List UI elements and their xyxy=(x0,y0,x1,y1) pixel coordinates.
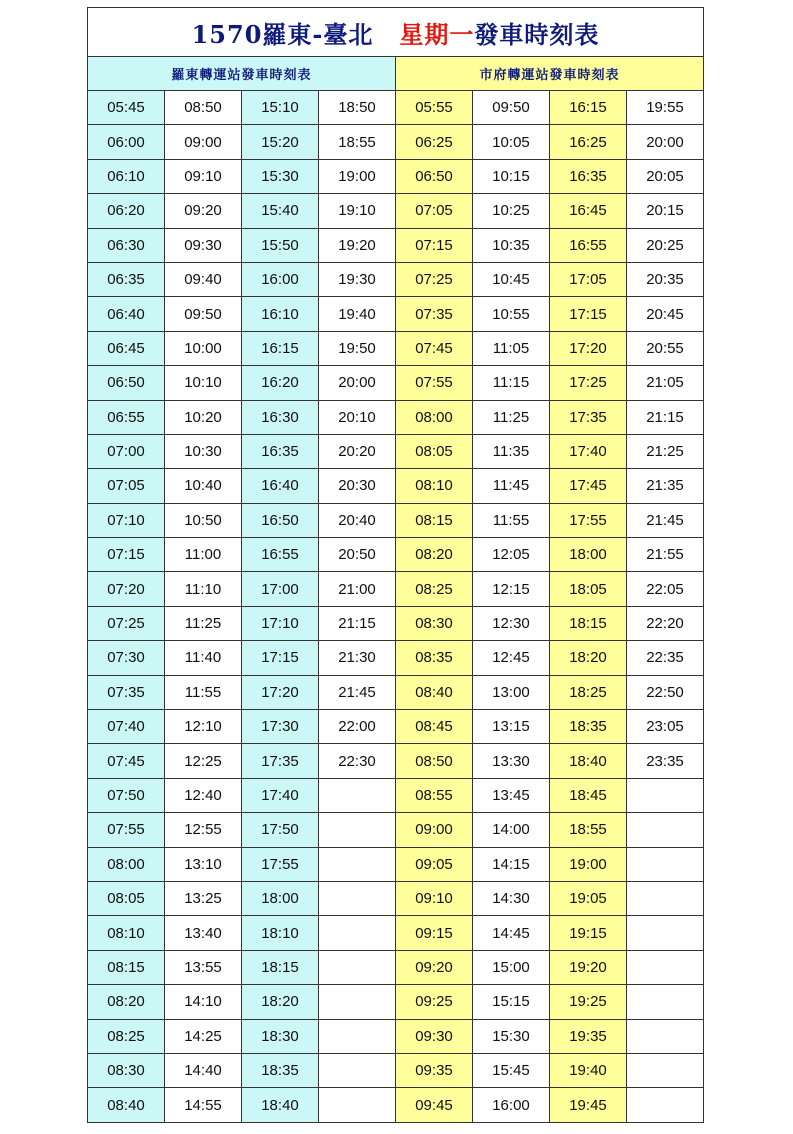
luodong-departure-cell: 17:30 xyxy=(242,710,319,744)
city-hall-departure-cell: 10:55 xyxy=(473,297,550,331)
timetable xyxy=(87,7,704,1123)
city-hall-departure-cell: 17:20 xyxy=(550,331,627,365)
luodong-departure-cell xyxy=(319,813,396,847)
table-row xyxy=(88,641,704,675)
city-hall-departure-cell: 19:40 xyxy=(550,1053,627,1087)
luodong-departure-cell xyxy=(319,916,396,950)
city-hall-departure-cell xyxy=(627,950,704,984)
luodong-departure-cell: 22:30 xyxy=(319,744,396,778)
luodong-departure-cell xyxy=(319,847,396,881)
luodong-departure-cell: 14:10 xyxy=(165,985,242,1019)
luodong-departure-cell: 18:30 xyxy=(242,1019,319,1053)
city-hall-departure-cell: 19:45 xyxy=(550,1088,627,1122)
luodong-departure-cell: 17:20 xyxy=(242,675,319,709)
luodong-departure-cell: 16:00 xyxy=(242,262,319,296)
city-hall-departure-cell: 06:25 xyxy=(396,125,473,159)
city-hall-departure-cell: 11:25 xyxy=(473,400,550,434)
luodong-departure-cell: 11:10 xyxy=(165,572,242,606)
luodong-departure-cell: 13:10 xyxy=(165,847,242,881)
luodong-departure-cell: 19:10 xyxy=(319,194,396,228)
city-hall-departure-cell: 17:45 xyxy=(550,469,627,503)
title-day: 星期一 xyxy=(399,19,475,49)
city-hall-departure-cell: 17:25 xyxy=(550,366,627,400)
city-hall-departure-cell: 12:45 xyxy=(473,641,550,675)
city-hall-departure-cell: 19:25 xyxy=(550,985,627,1019)
luodong-departure-cell: 07:40 xyxy=(88,710,165,744)
city-hall-departure-cell: 22:20 xyxy=(627,606,704,640)
luodong-departure-cell: 20:20 xyxy=(319,434,396,468)
city-hall-departure-cell: 06:50 xyxy=(396,159,473,193)
table-row xyxy=(88,606,704,640)
city-hall-departure-cell: 18:45 xyxy=(550,778,627,812)
city-hall-departure-cell xyxy=(627,778,704,812)
table-row xyxy=(88,847,704,881)
luodong-departure-cell: 09:40 xyxy=(165,262,242,296)
table-row xyxy=(88,744,704,778)
city-hall-departure-cell: 21:55 xyxy=(627,538,704,572)
city-hall-departure-cell: 08:55 xyxy=(396,778,473,812)
table-row xyxy=(88,125,704,159)
city-hall-departure-cell: 09:50 xyxy=(473,91,550,125)
city-hall-departure-cell xyxy=(627,985,704,1019)
title-route: 1570羅東-臺北 xyxy=(191,19,374,49)
city-hall-departure-cell: 18:25 xyxy=(550,675,627,709)
city-hall-departure-cell: 09:25 xyxy=(396,985,473,1019)
luodong-departure-cell: 10:30 xyxy=(165,434,242,468)
luodong-departure-cell: 09:30 xyxy=(165,228,242,262)
luodong-departure-cell: 06:55 xyxy=(88,400,165,434)
table-row xyxy=(88,1053,704,1087)
luodong-departure-cell: 19:00 xyxy=(319,159,396,193)
luodong-departure-cell: 16:15 xyxy=(242,331,319,365)
luodong-departure-cell: 11:00 xyxy=(165,538,242,572)
city-hall-departure-cell: 18:20 xyxy=(550,641,627,675)
city-hall-departure-cell: 15:45 xyxy=(473,1053,550,1087)
city-hall-departure-cell: 19:15 xyxy=(550,916,627,950)
luodong-departure-cell: 10:20 xyxy=(165,400,242,434)
luodong-departure-cell: 17:10 xyxy=(242,606,319,640)
city-hall-departure-cell: 19:35 xyxy=(550,1019,627,1053)
table-row xyxy=(88,469,704,503)
city-hall-departure-cell: 08:40 xyxy=(396,675,473,709)
city-hall-departure-cell: 23:35 xyxy=(627,744,704,778)
luodong-departure-cell: 07:25 xyxy=(88,606,165,640)
luodong-departure-cell: 18:15 xyxy=(242,950,319,984)
city-hall-departure-cell: 20:55 xyxy=(627,331,704,365)
luodong-departure-cell: 17:50 xyxy=(242,813,319,847)
city-hall-departure-cell: 10:35 xyxy=(473,228,550,262)
luodong-departure-cell: 13:40 xyxy=(165,916,242,950)
right-section-header: 市府轉運站發車時刻表 xyxy=(396,57,704,91)
luodong-departure-cell: 07:10 xyxy=(88,503,165,537)
city-hall-departure-cell: 20:25 xyxy=(627,228,704,262)
city-hall-departure-cell: 17:35 xyxy=(550,400,627,434)
city-hall-departure-cell: 12:05 xyxy=(473,538,550,572)
city-hall-departure-cell: 09:15 xyxy=(396,916,473,950)
city-hall-departure-cell: 22:05 xyxy=(627,572,704,606)
city-hall-departure-cell: 09:20 xyxy=(396,950,473,984)
luodong-departure-cell: 20:00 xyxy=(319,366,396,400)
city-hall-departure-cell xyxy=(627,847,704,881)
city-hall-departure-cell: 18:55 xyxy=(550,813,627,847)
luodong-departure-cell: 08:10 xyxy=(88,916,165,950)
luodong-departure-cell: 16:30 xyxy=(242,400,319,434)
luodong-departure-cell: 18:40 xyxy=(242,1088,319,1122)
luodong-departure-cell: 16:35 xyxy=(242,434,319,468)
table-row xyxy=(88,985,704,1019)
luodong-departure-cell: 07:20 xyxy=(88,572,165,606)
table-row xyxy=(88,194,704,228)
luodong-departure-cell: 21:00 xyxy=(319,572,396,606)
city-hall-departure-cell: 18:35 xyxy=(550,710,627,744)
city-hall-departure-cell: 07:05 xyxy=(396,194,473,228)
city-hall-departure-cell: 17:15 xyxy=(550,297,627,331)
table-row xyxy=(88,331,704,365)
city-hall-departure-cell: 09:00 xyxy=(396,813,473,847)
luodong-departure-cell xyxy=(319,881,396,915)
city-hall-departure-cell: 16:25 xyxy=(550,125,627,159)
city-hall-departure-cell: 13:00 xyxy=(473,675,550,709)
left-section-header: 羅東轉運站發車時刻表 xyxy=(88,57,396,91)
city-hall-departure-cell: 11:45 xyxy=(473,469,550,503)
luodong-departure-cell: 16:20 xyxy=(242,366,319,400)
table-row xyxy=(88,778,704,812)
luodong-departure-cell xyxy=(319,985,396,1019)
city-hall-departure-cell: 10:05 xyxy=(473,125,550,159)
city-hall-departure-cell: 13:30 xyxy=(473,744,550,778)
luodong-departure-cell: 10:40 xyxy=(165,469,242,503)
luodong-departure-cell: 12:25 xyxy=(165,744,242,778)
luodong-departure-cell: 22:00 xyxy=(319,710,396,744)
city-hall-departure-cell: 18:00 xyxy=(550,538,627,572)
city-hall-departure-cell: 18:40 xyxy=(550,744,627,778)
luodong-departure-cell: 07:30 xyxy=(88,641,165,675)
city-hall-departure-cell: 11:05 xyxy=(473,331,550,365)
city-hall-departure-cell: 12:30 xyxy=(473,606,550,640)
city-hall-departure-cell: 23:05 xyxy=(627,710,704,744)
table-row xyxy=(88,366,704,400)
luodong-departure-cell: 08:30 xyxy=(88,1053,165,1087)
luodong-departure-cell: 08:40 xyxy=(88,1088,165,1122)
city-hall-departure-cell: 12:15 xyxy=(473,572,550,606)
luodong-departure-cell: 16:10 xyxy=(242,297,319,331)
city-hall-departure-cell: 08:15 xyxy=(396,503,473,537)
luodong-departure-cell: 18:50 xyxy=(319,91,396,125)
luodong-departure-cell: 06:20 xyxy=(88,194,165,228)
luodong-departure-cell xyxy=(319,950,396,984)
city-hall-departure-cell: 10:15 xyxy=(473,159,550,193)
table-row xyxy=(88,228,704,262)
city-hall-departure-cell: 16:45 xyxy=(550,194,627,228)
city-hall-departure-cell: 17:40 xyxy=(550,434,627,468)
city-hall-departure-cell: 22:50 xyxy=(627,675,704,709)
city-hall-departure-cell: 11:35 xyxy=(473,434,550,468)
city-hall-departure-cell: 21:25 xyxy=(627,434,704,468)
luodong-departure-cell: 08:25 xyxy=(88,1019,165,1053)
city-hall-departure-cell xyxy=(627,916,704,950)
city-hall-departure-cell: 17:55 xyxy=(550,503,627,537)
luodong-departure-cell: 15:10 xyxy=(242,91,319,125)
table-row xyxy=(88,1088,704,1122)
city-hall-departure-cell: 07:35 xyxy=(396,297,473,331)
city-hall-departure-cell: 20:35 xyxy=(627,262,704,296)
luodong-departure-cell: 06:00 xyxy=(88,125,165,159)
luodong-departure-cell: 15:40 xyxy=(242,194,319,228)
luodong-departure-cell: 06:35 xyxy=(88,262,165,296)
luodong-departure-cell: 15:20 xyxy=(242,125,319,159)
luodong-departure-cell: 07:00 xyxy=(88,434,165,468)
luodong-departure-cell: 12:40 xyxy=(165,778,242,812)
luodong-departure-cell: 12:55 xyxy=(165,813,242,847)
page-title xyxy=(88,8,704,57)
luodong-departure-cell: 10:00 xyxy=(165,331,242,365)
city-hall-departure-cell xyxy=(627,1019,704,1053)
luodong-departure-cell: 09:00 xyxy=(165,125,242,159)
city-hall-departure-cell: 08:45 xyxy=(396,710,473,744)
table-row xyxy=(88,503,704,537)
city-hall-departure-cell xyxy=(627,813,704,847)
luodong-departure-cell: 20:30 xyxy=(319,469,396,503)
luodong-departure-cell: 13:55 xyxy=(165,950,242,984)
city-hall-departure-cell: 08:50 xyxy=(396,744,473,778)
luodong-departure-cell: 07:35 xyxy=(88,675,165,709)
city-hall-departure-cell: 09:05 xyxy=(396,847,473,881)
city-hall-departure-cell: 08:20 xyxy=(396,538,473,572)
table-row xyxy=(88,916,704,950)
luodong-departure-cell: 08:15 xyxy=(88,950,165,984)
luodong-departure-cell: 16:40 xyxy=(242,469,319,503)
table-row xyxy=(88,710,704,744)
city-hall-departure-cell: 21:35 xyxy=(627,469,704,503)
luodong-departure-cell: 14:25 xyxy=(165,1019,242,1053)
city-hall-departure-cell: 15:15 xyxy=(473,985,550,1019)
luodong-departure-cell: 19:30 xyxy=(319,262,396,296)
table-row xyxy=(88,538,704,572)
city-hall-departure-cell: 16:35 xyxy=(550,159,627,193)
luodong-departure-cell: 07:05 xyxy=(88,469,165,503)
city-hall-departure-cell: 20:00 xyxy=(627,125,704,159)
city-hall-departure-cell: 10:25 xyxy=(473,194,550,228)
luodong-departure-cell: 10:10 xyxy=(165,366,242,400)
luodong-departure-cell: 20:40 xyxy=(319,503,396,537)
luodong-departure-cell: 06:40 xyxy=(88,297,165,331)
city-hall-departure-cell: 09:30 xyxy=(396,1019,473,1053)
luodong-departure-cell: 19:20 xyxy=(319,228,396,262)
city-hall-departure-cell: 07:45 xyxy=(396,331,473,365)
table-row xyxy=(88,262,704,296)
luodong-departure-cell: 12:10 xyxy=(165,710,242,744)
luodong-departure-cell: 13:25 xyxy=(165,881,242,915)
luodong-departure-cell: 06:45 xyxy=(88,331,165,365)
luodong-departure-cell: 08:20 xyxy=(88,985,165,1019)
luodong-departure-cell: 21:45 xyxy=(319,675,396,709)
luodong-departure-cell: 17:55 xyxy=(242,847,319,881)
luodong-departure-cell: 21:30 xyxy=(319,641,396,675)
city-hall-departure-cell: 08:05 xyxy=(396,434,473,468)
luodong-departure-cell: 16:50 xyxy=(242,503,319,537)
city-hall-departure-cell: 21:05 xyxy=(627,366,704,400)
city-hall-departure-cell: 14:15 xyxy=(473,847,550,881)
city-hall-departure-cell: 08:10 xyxy=(396,469,473,503)
luodong-departure-cell: 11:40 xyxy=(165,641,242,675)
table-row xyxy=(88,881,704,915)
luodong-departure-cell xyxy=(319,1019,396,1053)
city-hall-departure-cell: 16:15 xyxy=(550,91,627,125)
city-hall-departure-cell: 18:05 xyxy=(550,572,627,606)
table-row xyxy=(88,572,704,606)
luodong-departure-cell: 06:50 xyxy=(88,366,165,400)
table-row xyxy=(88,400,704,434)
city-hall-departure-cell: 13:15 xyxy=(473,710,550,744)
luodong-departure-cell: 14:40 xyxy=(165,1053,242,1087)
luodong-departure-cell: 16:55 xyxy=(242,538,319,572)
city-hall-departure-cell: 14:30 xyxy=(473,881,550,915)
luodong-departure-cell: 21:15 xyxy=(319,606,396,640)
city-hall-departure-cell: 11:55 xyxy=(473,503,550,537)
luodong-departure-cell: 19:50 xyxy=(319,331,396,365)
city-hall-departure-cell: 21:45 xyxy=(627,503,704,537)
city-hall-departure-cell xyxy=(627,1088,704,1122)
city-hall-departure-cell: 16:55 xyxy=(550,228,627,262)
luodong-departure-cell: 10:50 xyxy=(165,503,242,537)
luodong-departure-cell: 08:00 xyxy=(88,847,165,881)
luodong-departure-cell: 20:50 xyxy=(319,538,396,572)
luodong-departure-cell: 19:40 xyxy=(319,297,396,331)
luodong-departure-cell xyxy=(319,1053,396,1087)
table-row xyxy=(88,297,704,331)
city-hall-departure-cell: 19:20 xyxy=(550,950,627,984)
luodong-departure-cell: 09:20 xyxy=(165,194,242,228)
luodong-departure-cell: 11:25 xyxy=(165,606,242,640)
city-hall-departure-cell: 15:00 xyxy=(473,950,550,984)
luodong-departure-cell: 14:55 xyxy=(165,1088,242,1122)
city-hall-departure-cell: 20:45 xyxy=(627,297,704,331)
city-hall-departure-cell: 07:15 xyxy=(396,228,473,262)
luodong-departure-cell: 18:35 xyxy=(242,1053,319,1087)
city-hall-departure-cell: 09:35 xyxy=(396,1053,473,1087)
city-hall-departure-cell: 07:25 xyxy=(396,262,473,296)
luodong-departure-cell: 06:30 xyxy=(88,228,165,262)
city-hall-departure-cell: 08:30 xyxy=(396,606,473,640)
luodong-departure-cell: 18:10 xyxy=(242,916,319,950)
city-hall-departure-cell: 08:25 xyxy=(396,572,473,606)
city-hall-departure-cell: 21:15 xyxy=(627,400,704,434)
table-row xyxy=(88,1019,704,1053)
luodong-departure-cell: 05:45 xyxy=(88,91,165,125)
city-hall-departure-cell: 08:35 xyxy=(396,641,473,675)
luodong-departure-cell: 11:55 xyxy=(165,675,242,709)
luodong-departure-cell: 07:15 xyxy=(88,538,165,572)
luodong-departure-cell xyxy=(319,778,396,812)
table-row xyxy=(88,950,704,984)
city-hall-departure-cell: 13:45 xyxy=(473,778,550,812)
luodong-departure-cell: 17:40 xyxy=(242,778,319,812)
luodong-departure-cell: 08:50 xyxy=(165,91,242,125)
city-hall-departure-cell: 05:55 xyxy=(396,91,473,125)
luodong-departure-cell: 08:05 xyxy=(88,881,165,915)
city-hall-departure-cell: 19:05 xyxy=(550,881,627,915)
luodong-departure-cell: 17:00 xyxy=(242,572,319,606)
luodong-departure-cell: 09:50 xyxy=(165,297,242,331)
city-hall-departure-cell: 19:00 xyxy=(550,847,627,881)
luodong-departure-cell xyxy=(319,1088,396,1122)
luodong-departure-cell: 09:10 xyxy=(165,159,242,193)
luodong-departure-cell: 20:10 xyxy=(319,400,396,434)
city-hall-departure-cell: 09:10 xyxy=(396,881,473,915)
table-row xyxy=(88,434,704,468)
title-suffix: 發車時刻表 xyxy=(474,19,600,49)
luodong-departure-cell: 07:55 xyxy=(88,813,165,847)
city-hall-departure-cell: 14:00 xyxy=(473,813,550,847)
city-hall-departure-cell: 09:45 xyxy=(396,1088,473,1122)
city-hall-departure-cell: 14:45 xyxy=(473,916,550,950)
city-hall-departure-cell: 08:00 xyxy=(396,400,473,434)
luodong-departure-cell: 17:35 xyxy=(242,744,319,778)
city-hall-departure-cell: 07:55 xyxy=(396,366,473,400)
luodong-departure-cell: 15:30 xyxy=(242,159,319,193)
table-row xyxy=(88,159,704,193)
city-hall-departure-cell: 22:35 xyxy=(627,641,704,675)
city-hall-departure-cell: 17:05 xyxy=(550,262,627,296)
city-hall-departure-cell: 15:30 xyxy=(473,1019,550,1053)
table-row xyxy=(88,813,704,847)
city-hall-departure-cell: 19:55 xyxy=(627,91,704,125)
city-hall-departure-cell: 20:15 xyxy=(627,194,704,228)
luodong-departure-cell: 18:55 xyxy=(319,125,396,159)
city-hall-departure-cell: 18:15 xyxy=(550,606,627,640)
city-hall-departure-cell xyxy=(627,1053,704,1087)
luodong-departure-cell: 07:45 xyxy=(88,744,165,778)
luodong-departure-cell: 17:15 xyxy=(242,641,319,675)
city-hall-departure-cell: 10:45 xyxy=(473,262,550,296)
table-row xyxy=(88,675,704,709)
luodong-departure-cell: 18:00 xyxy=(242,881,319,915)
city-hall-departure-cell: 11:15 xyxy=(473,366,550,400)
city-hall-departure-cell: 16:00 xyxy=(473,1088,550,1122)
luodong-departure-cell: 18:20 xyxy=(242,985,319,1019)
city-hall-departure-cell: 20:05 xyxy=(627,159,704,193)
city-hall-departure-cell xyxy=(627,881,704,915)
luodong-departure-cell: 06:10 xyxy=(88,159,165,193)
luodong-departure-cell: 15:50 xyxy=(242,228,319,262)
table-row xyxy=(88,91,704,125)
luodong-departure-cell: 07:50 xyxy=(88,778,165,812)
